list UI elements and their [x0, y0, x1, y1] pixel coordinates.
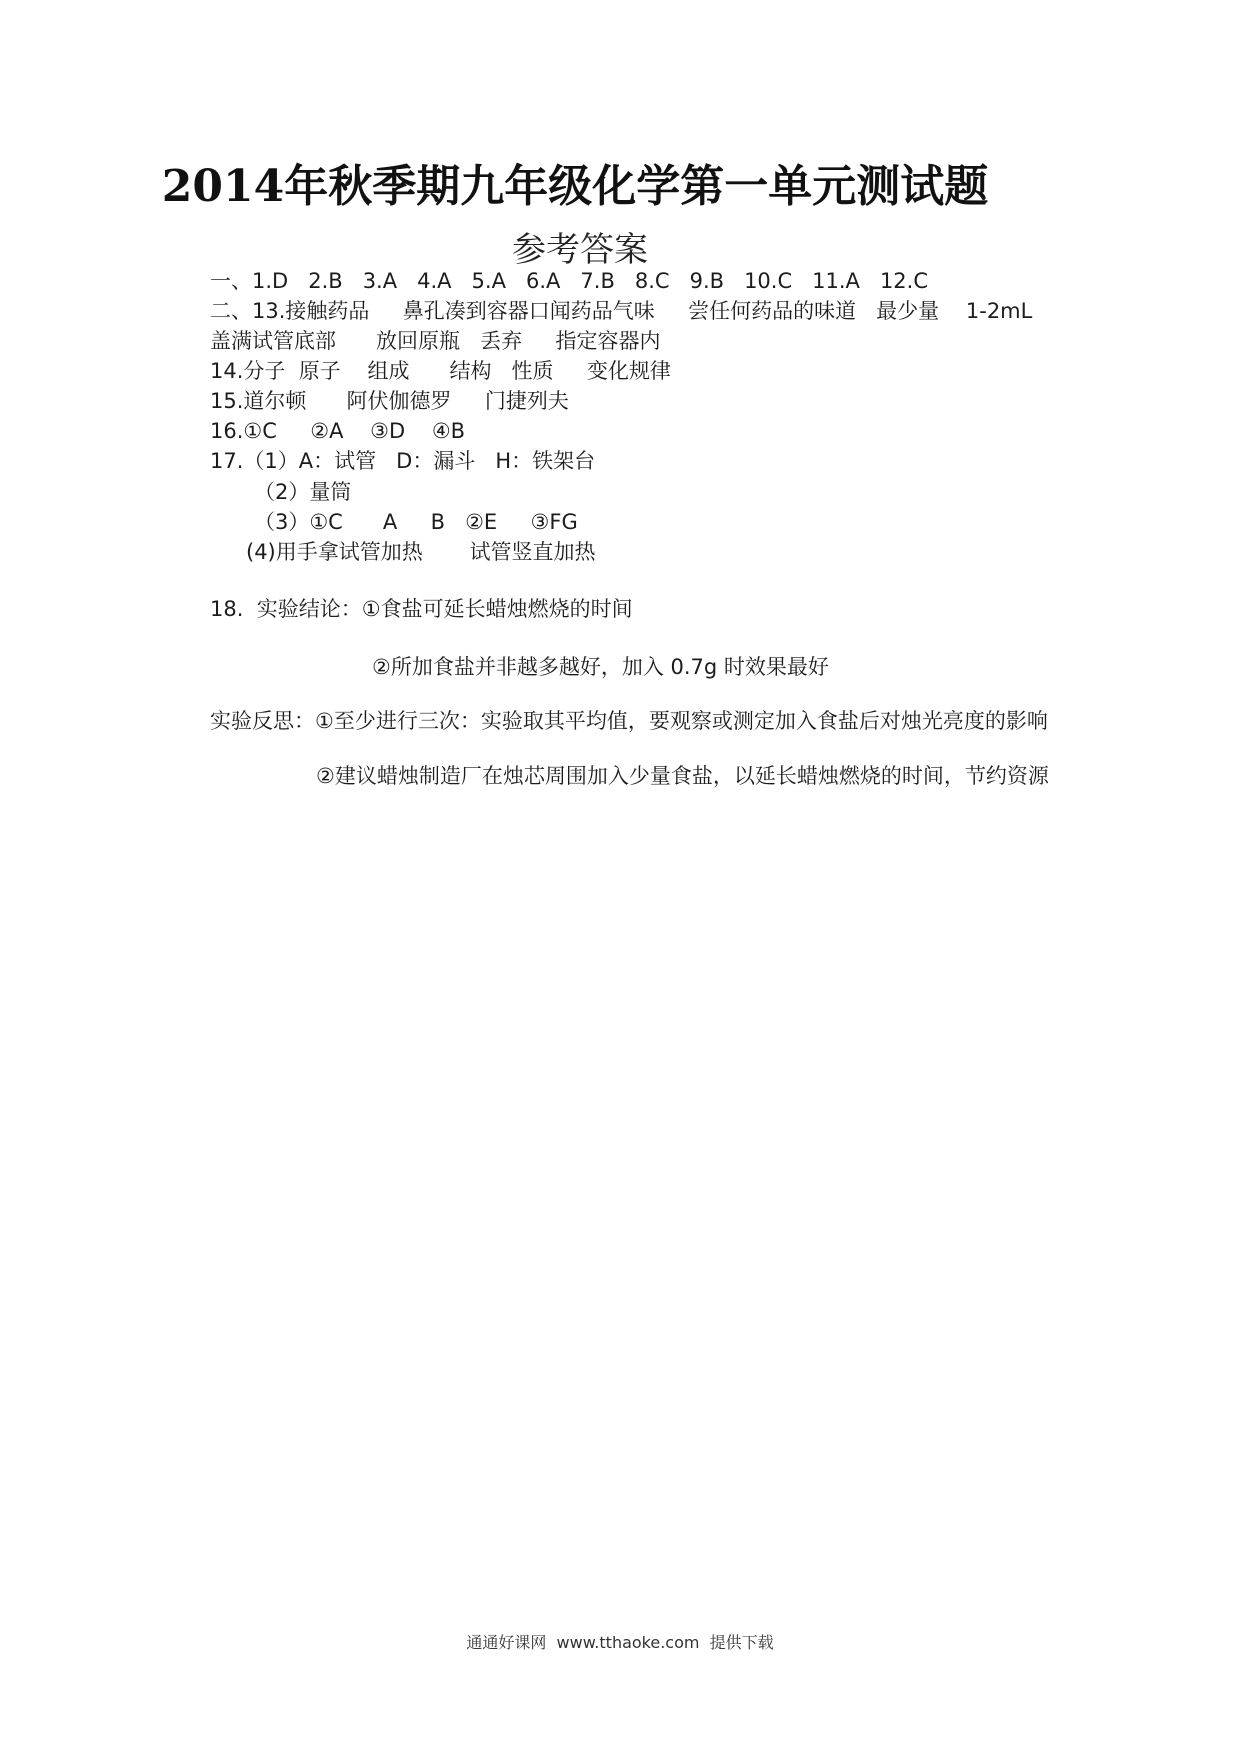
answer-line-13a: 二、13.接触药品 鼻孔凑到容器口闻药品气味 尝任何药品的味道 最少量 1-2mL [210, 299, 1033, 323]
answer-line-13b: 盖满试管底部 放回原瓶 丢弃 指定容器内 [210, 329, 661, 353]
answer-line-16: 16.①C ②A ③D ④B [210, 419, 466, 443]
answer-line-18-reflection-1: 实验反思：①至少进行三次：实验取其平均值，要观察或测定加入食盐后对烛光亮度的影响 [210, 709, 1048, 733]
answer-line-multiple-choice: 一、1.D 2.B 3.A 4.A 5.A 6.A 7.B 8.C 9.B 10.C 11.A 12.C [210, 269, 929, 293]
answer-line-17-3: （3）①C A B ②E ③FG [254, 510, 578, 534]
answer-line-17-1: 17.（1）A：试管 D：漏斗 H：铁架台 [210, 449, 596, 473]
answer-line-15: 15.道尔顿 阿伏伽德罗 门捷列夫 [210, 389, 569, 413]
answer-line-17-4: (4)用手拿试管加热 试管竖直加热 [246, 540, 596, 564]
answer-line-18-conclusion-2: ②所加食盐并非越多越好，加入 0.7g 时效果最好 [372, 655, 829, 679]
answer-line-18-conclusion-1: 18. 实验结论：①食盐可延长蜡烛燃烧的时间 [210, 597, 633, 621]
answer-line-14: 14.分子 原子 组成 结构 性质 变化规律 [210, 359, 671, 383]
answer-line-17-2: （2）量筒 [254, 480, 352, 504]
answer-line-18-reflection-2: ②建议蜡烛制造厂在烛芯周围加入少量食盐，以延长蜡烛燃烧的时间，节约资源 [316, 764, 1049, 788]
page-title: 2014年秋季期九年级化学第一单元测试题 [161, 161, 989, 212]
page-subtitle: 参考答案 [512, 230, 648, 270]
page-footer: 通通好课网 www.tthaoke.com 提供下载 [466, 1633, 774, 1652]
